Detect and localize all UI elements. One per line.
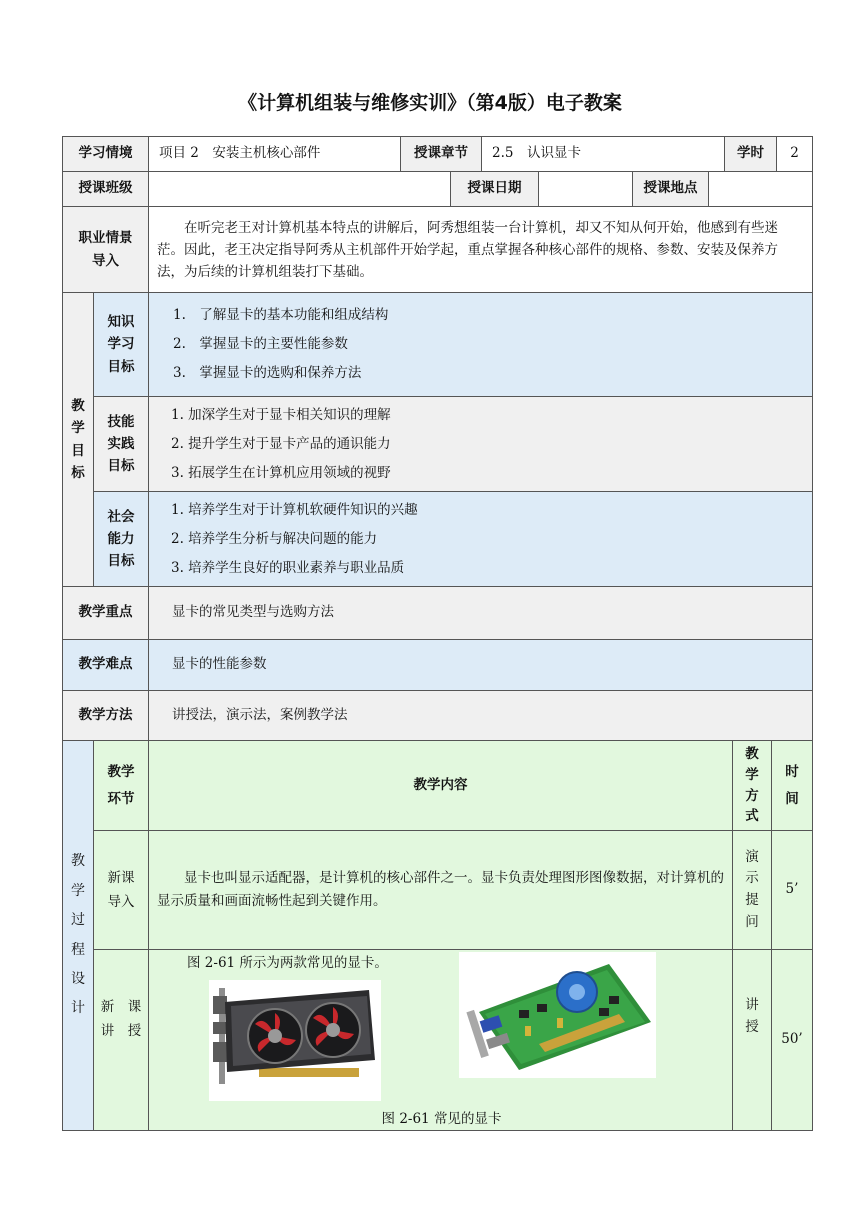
mode-header-char: 方 (745, 787, 759, 804)
scenario-label-line: 职业情景 (78, 230, 133, 247)
figure-caption: 图 2-61 常见的显卡 (381, 1111, 502, 1127)
hours-value: 2 (776, 136, 813, 172)
method-value: 讲授法，演示法，案例教学法 (148, 690, 813, 741)
objectives-group-char: 学 (71, 420, 85, 437)
lecture-time: 50’ (771, 949, 813, 1131)
process-group-char: 学 (71, 882, 85, 899)
step-header-line: 教学 (107, 763, 135, 780)
step-header-line: 环节 (107, 790, 135, 807)
intro-step-line: 新课 (107, 869, 135, 886)
place-value (708, 171, 813, 207)
difficulty-value: 显卡的性能参数 (148, 639, 813, 691)
process-group-char: 过 (71, 912, 85, 929)
skill-goal-item: 1. 加深学生对于显卡相关知识的理解 (171, 406, 391, 423)
social-label-line: 能力 (107, 530, 135, 547)
date-value (538, 171, 633, 207)
intro-mode (732, 830, 772, 950)
social-label-line: 社会 (107, 508, 135, 525)
lecture-mode-char: 授 (745, 1019, 759, 1036)
lecture-intro-text: 图 2-61 所示为两款常见的显卡。 (187, 955, 388, 971)
intro-step (93, 830, 149, 950)
mode-header-char: 式 (745, 808, 759, 825)
time-header-char: 间 (785, 790, 799, 807)
method-label: 教学方法 (62, 690, 149, 741)
knowledge-goal-item: 3. 掌握显卡的选购和保养方法 (173, 365, 362, 381)
scenario-label-line: 导入 (92, 252, 119, 269)
process-time-header (771, 740, 813, 831)
document-title: 《计算机组装与维修实训》（第4版）电子教案 (238, 92, 622, 114)
social-goal-item: 1. 培养学生对于计算机软硬件知识的兴趣 (171, 501, 418, 518)
skill-label-line: 目标 (107, 458, 135, 475)
skill-goals (148, 396, 813, 492)
process-mode-header (732, 740, 772, 831)
social-goal-item: 3. 培养学生良好的职业素养与职业品质 (171, 559, 405, 576)
hours-label: 学时 (724, 136, 777, 172)
key-point-label: 教学重点 (62, 586, 149, 640)
lecture-mode-char: 讲 (745, 997, 759, 1013)
graphics-card-board-icon (459, 952, 656, 1078)
process-group-char: 教 (71, 853, 85, 870)
date-label: 授课日期 (450, 171, 539, 207)
lecture-step (93, 949, 149, 1131)
difficulty-label: 教学难点 (62, 639, 149, 691)
knowledge-label (93, 292, 149, 397)
situation-label: 学习情境 (62, 136, 149, 172)
mode-header-char: 教 (745, 745, 759, 762)
pcb-graphics-card-image (459, 952, 656, 1078)
intro-time: 5’ (771, 830, 813, 950)
process-step-header (93, 740, 149, 831)
gaming-graphics-card-image (209, 980, 381, 1101)
skill-goal-item: 2. 提升学生对于显卡产品的通识能力 (171, 435, 391, 452)
situation-value: 项目 2 安装主机核心部件 (148, 136, 401, 172)
intro-mode-char: 演 (745, 848, 759, 865)
intro-content (148, 830, 733, 950)
objectives-group-char: 教 (71, 397, 85, 414)
mode-header-char: 学 (745, 766, 759, 783)
social-label-line: 目标 (107, 553, 135, 570)
intro-step-line: 导入 (107, 894, 135, 910)
objectives-group-char: 目 (71, 442, 85, 459)
intro-mode-char: 提 (745, 892, 759, 908)
chapter-value: 2.5 认识显卡 (481, 136, 725, 172)
skill-label (93, 396, 149, 492)
time-header-char: 时 (785, 763, 799, 780)
social-label (93, 491, 149, 587)
intro-content-text: 显卡也叫显示适配器，是计算机的核心部件之一。显卡负责处理图形图像数据，对计算机的显示质量和画面流畅性起到关键作用。 (157, 870, 724, 909)
class-label: 授课班级 (62, 171, 149, 207)
objectives-group-label (62, 292, 94, 587)
social-goals (148, 491, 813, 587)
graphics-card-icon (209, 980, 381, 1101)
place-label: 授课地点 (632, 171, 709, 207)
process-group-char: 设 (71, 970, 85, 987)
skill-label-line: 技能 (107, 413, 135, 430)
lecture-mode (732, 949, 772, 1131)
process-group-char: 计 (71, 1000, 85, 1017)
knowledge-label-line: 学习 (107, 336, 135, 353)
process-group-char: 程 (71, 941, 85, 958)
skill-goal-item: 3. 拓展学生在计算机应用领域的视野 (171, 464, 391, 481)
objectives-group-char: 标 (71, 464, 85, 481)
lecture-content (148, 949, 733, 1131)
knowledge-label-line: 知识 (107, 314, 135, 331)
knowledge-label-line: 目标 (107, 358, 135, 375)
key-point-value: 显卡的常见类型与选购方法 (148, 586, 813, 640)
knowledge-goals (148, 292, 813, 397)
social-goal-item: 2. 培养学生分析与解决问题的能力 (171, 530, 378, 547)
scenario-text: 在听完老王对计算机基本特点的讲解后，阿秀想组装一台计算机，却又不知从何开始，他感到有些迷茫。因此，老王决定指导阿秀从主机部件开始学起，重点掌握各种核心部件的规格、参数、安装及保养方法，为后续的计算机组装打下基础。 (148, 206, 813, 293)
process-content-header: 教学内容 (148, 740, 733, 831)
chapter-label: 授课章节 (400, 136, 482, 172)
process-group-label (62, 740, 94, 1131)
skill-label-line: 实践 (107, 435, 135, 452)
lecture-step-line: 讲 授 (100, 1022, 142, 1039)
class-value (148, 171, 451, 207)
intro-mode-char: 问 (745, 913, 759, 930)
knowledge-goal-item: 1. 了解显卡的基本功能和组成结构 (173, 307, 389, 323)
knowledge-goal-item: 2. 掌握显卡的主要性能参数 (173, 336, 348, 352)
scenario-label (62, 206, 149, 293)
intro-mode-char: 示 (745, 870, 759, 887)
lecture-step-line: 新 课 (100, 999, 142, 1015)
